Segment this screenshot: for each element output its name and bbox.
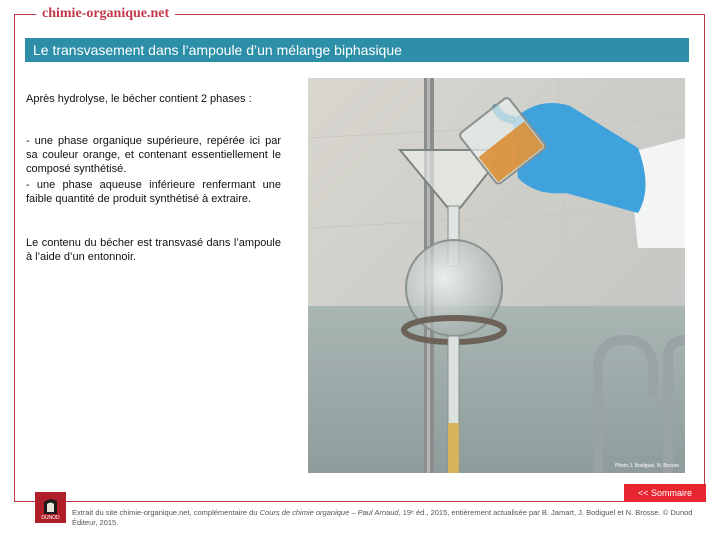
site-name: chimie-organique.net bbox=[36, 5, 175, 23]
photo-credit: Photo J. Bodiguel, N. Brosse bbox=[615, 463, 679, 469]
organic-phase-paragraph: - une phase organique supérieure, repérée ici par sa couleur orange, et contenant essentiellement le composé synthétisé. bbox=[26, 135, 281, 175]
dunod-logo bbox=[35, 492, 66, 523]
footer-text-start: Extrait du site chimie-organique.net, complémentaire du bbox=[72, 508, 260, 517]
aqueous-phase-paragraph: - une phase aqueuse inférieure renfermant une faible quantité de produit synthétisé à extraire. bbox=[26, 179, 281, 205]
intro-paragraph: Après hydrolyse, le bécher contient 2 phases : bbox=[26, 93, 252, 105]
transfer-paragraph: Le contenu du bécher est transvasé dans l’ampoule à l’aide d’un entonnoir. bbox=[26, 237, 281, 263]
footer-text-end: , 19ᵉ éd., 2015, entièrement actualisée par B. Jamart, J. Bodiguel et N. Brosse. © Dunod Éditeur, 2015. bbox=[72, 508, 693, 527]
lab-photo-illustration bbox=[308, 78, 685, 473]
logo-wordmark: DUNOD bbox=[41, 515, 60, 521]
footer-credit bbox=[72, 508, 702, 528]
slide-title: Le transvasement dans l’ampoule d’un mélange biphasique bbox=[25, 38, 689, 62]
summary-button[interactable]: << Sommaire bbox=[624, 484, 706, 502]
footer-book-title: Cours de chimie organique – Paul Arnaud bbox=[259, 508, 399, 517]
lab-photo bbox=[308, 78, 685, 473]
